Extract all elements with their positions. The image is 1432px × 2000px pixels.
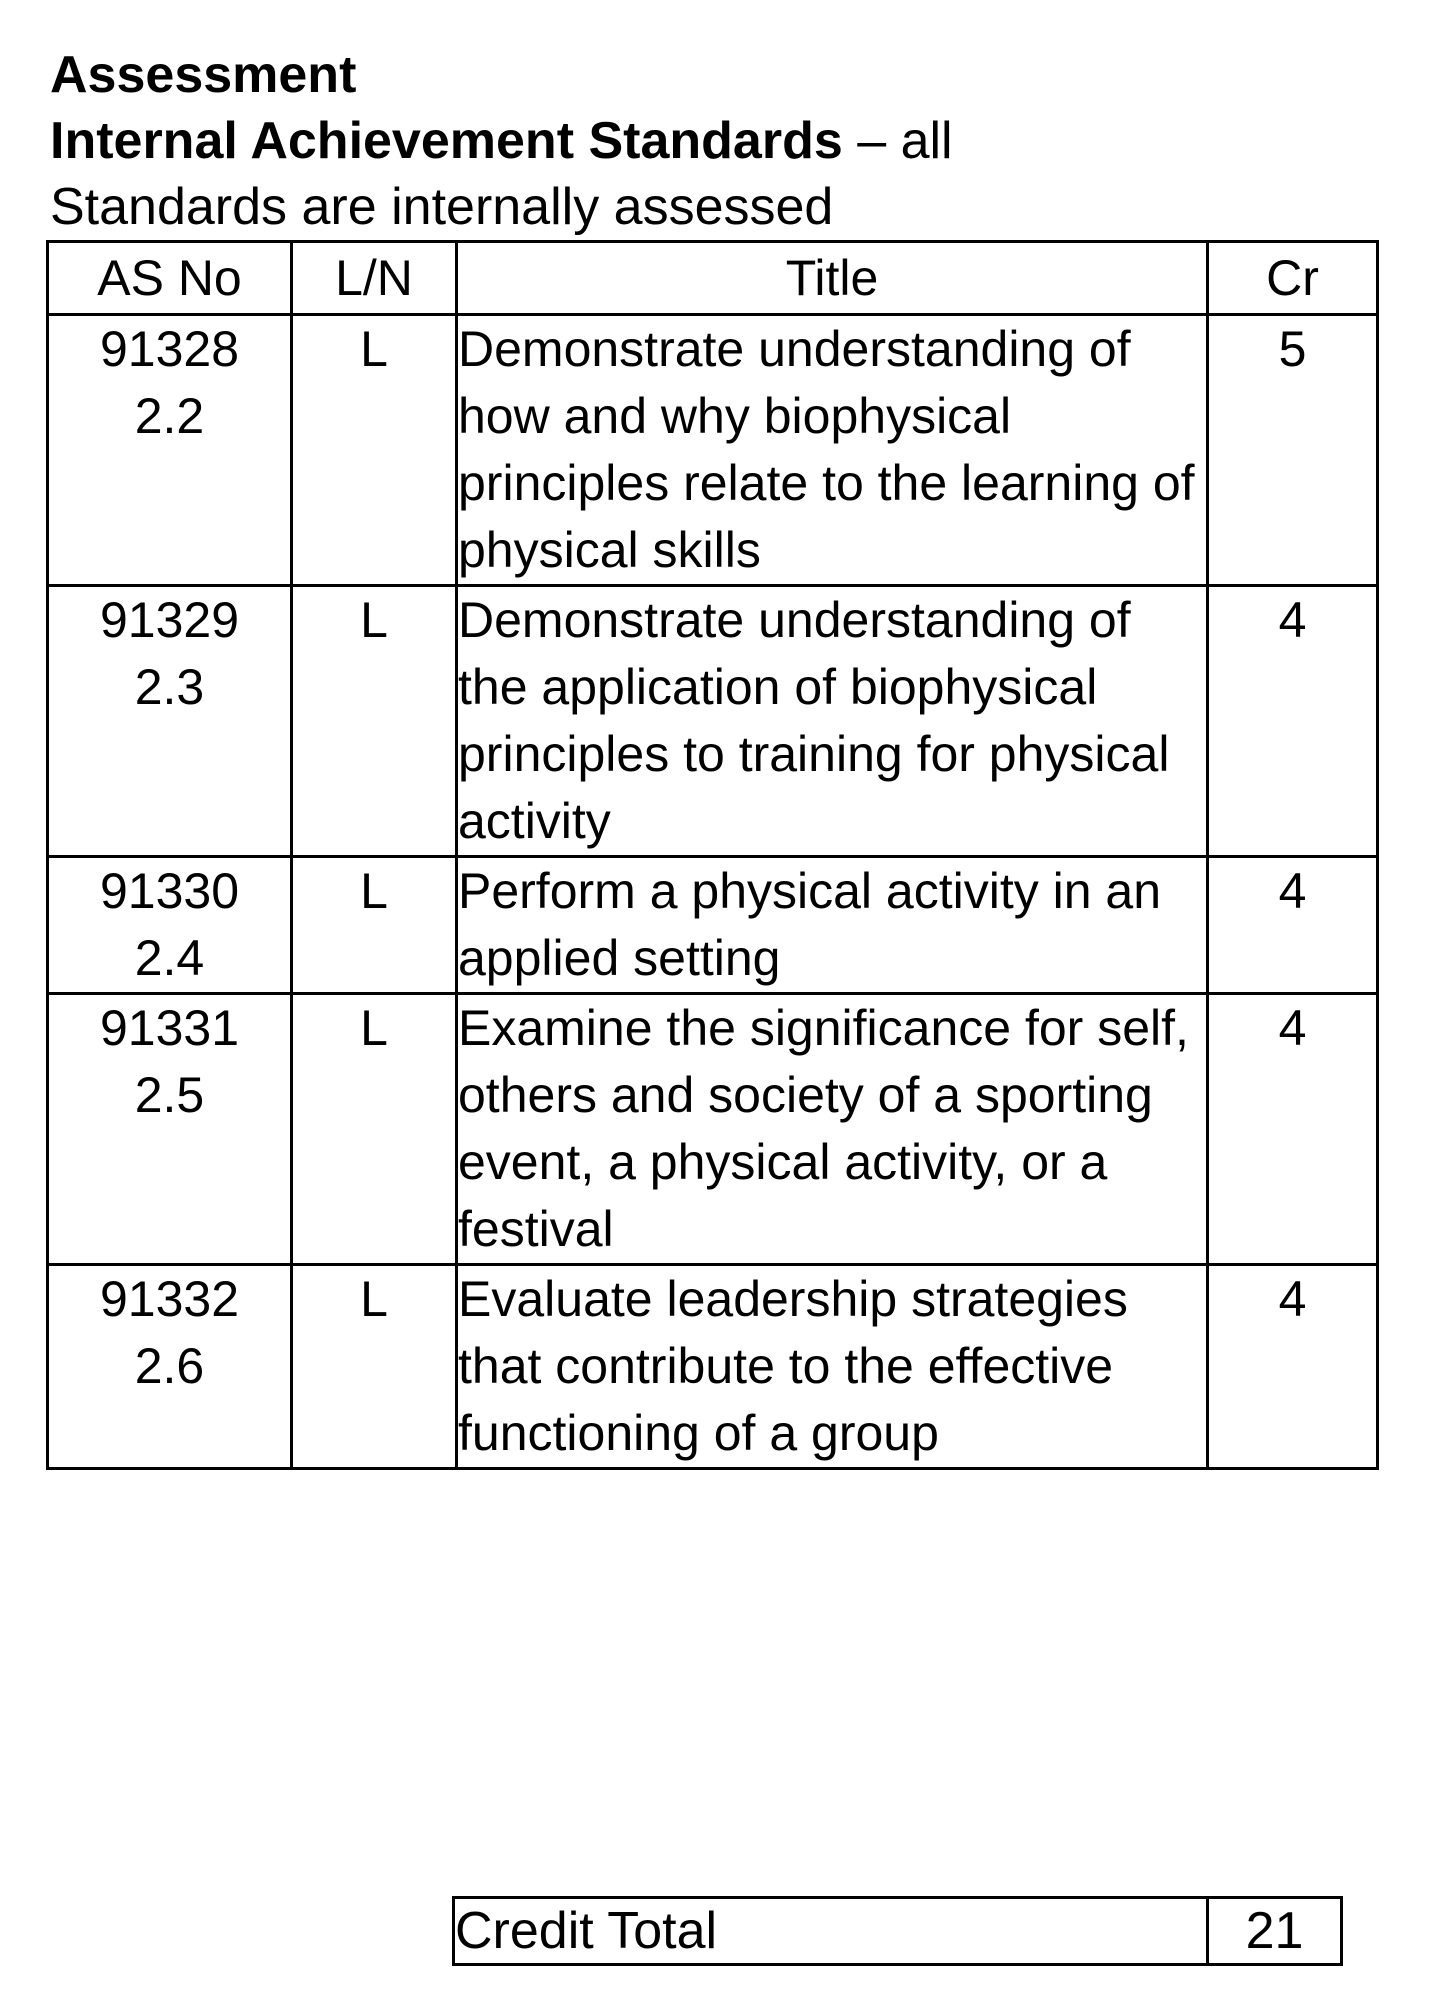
subtitle-rest: – all <box>842 112 953 170</box>
as-number: 91332 <box>99 1271 240 1327</box>
as-no-cell <box>48 586 292 857</box>
header-title: Title <box>457 242 1208 315</box>
assessment-note: Standards are internally assessed <box>50 178 834 236</box>
ln-cell: L <box>292 315 457 586</box>
credit-total-label: Credit Total <box>454 1898 1208 1965</box>
ln-cell: L <box>292 1265 457 1469</box>
table-row <box>48 315 1378 586</box>
as-no-cell <box>48 1265 292 1469</box>
credits-cell: 4 <box>1208 994 1378 1265</box>
as-number: 91331 <box>99 1000 240 1056</box>
as-no-cell <box>48 857 292 994</box>
as-number: 91328 <box>99 321 240 377</box>
header-cr: Cr <box>1208 242 1378 315</box>
as-version: 2.4 <box>134 930 205 986</box>
as-version: 2.3 <box>134 659 205 715</box>
credits-cell: 4 <box>1208 1265 1378 1469</box>
credits-cell: 5 <box>1208 315 1378 586</box>
title-cell: Examine the significance for self, others and society of a sporting event, a physical activity, or a festival <box>457 994 1208 1265</box>
section-subtitle <box>50 108 1350 174</box>
title-cell: Perform a physical activity in an applied setting <box>457 857 1208 994</box>
as-number: 91330 <box>99 863 240 919</box>
as-no-cell <box>48 315 292 586</box>
table-row <box>48 994 1378 1265</box>
as-no-cell <box>48 994 292 1265</box>
as-version: 2.6 <box>134 1338 205 1394</box>
as-number: 91329 <box>99 592 240 648</box>
as-version: 2.2 <box>134 388 205 444</box>
table-header-row <box>48 242 1378 315</box>
credits-cell: 4 <box>1208 586 1378 857</box>
title-cell: Demonstrate understanding of the application of biophysical principles to training for physical activity <box>457 586 1208 857</box>
page-title: Assessment <box>50 46 357 104</box>
ln-cell: L <box>292 586 457 857</box>
credit-total-row <box>454 1898 1342 1965</box>
table-row <box>48 857 1378 994</box>
title-cell: Demonstrate understanding of how and why biophysical principles relate to the learning of physical skills <box>457 315 1208 586</box>
header-ln: L/N <box>292 242 457 315</box>
credit-total-table <box>452 1896 1343 1966</box>
credits-cell: 4 <box>1208 857 1378 994</box>
subtitle-bold: Internal Achievement Standards <box>50 112 843 170</box>
assessment-heading <box>50 42 1350 240</box>
ln-cell: L <box>292 857 457 994</box>
as-version: 2.5 <box>134 1067 205 1123</box>
standards-table <box>46 240 1379 1470</box>
header-as-no: AS No <box>48 242 292 315</box>
ln-cell: L <box>292 994 457 1265</box>
title-cell: Evaluate leadership strategies that contribute to the effective functioning of a group <box>457 1265 1208 1469</box>
credit-total-value: 21 <box>1208 1898 1342 1965</box>
table-row <box>48 586 1378 857</box>
table-row <box>48 1265 1378 1469</box>
